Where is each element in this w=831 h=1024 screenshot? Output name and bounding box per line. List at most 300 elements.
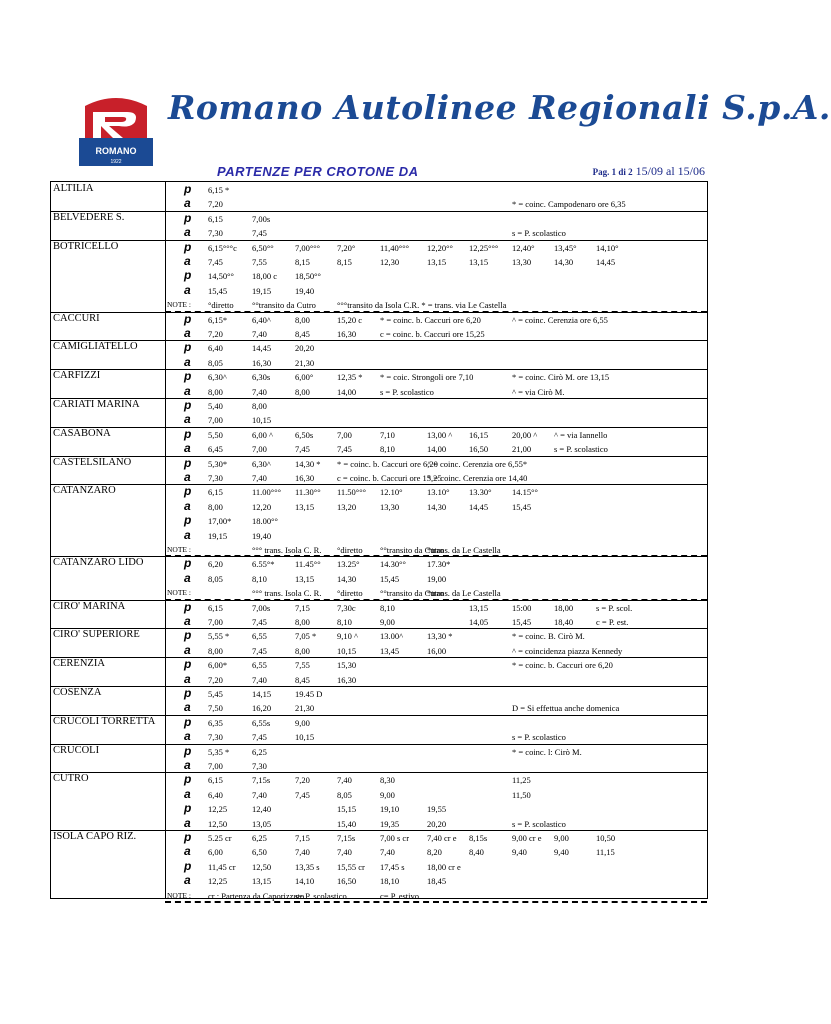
departure-marker: p — [184, 628, 192, 643]
departure-marker: p — [184, 484, 192, 499]
time-cell: 7,40 — [337, 775, 352, 786]
time-cell: 8,00 — [295, 617, 310, 627]
time-cell: 7,00s — [252, 602, 271, 613]
arrival-marker: a — [184, 570, 191, 585]
note-text: °diretto — [337, 588, 363, 599]
table-row — [51, 844, 707, 858]
time-cell: 10,50 — [596, 833, 616, 843]
time-cell: 13,00 ^ — [427, 429, 453, 440]
time-cell: 15,40 — [337, 818, 357, 829]
table-row — [51, 283, 707, 297]
time-cell: 12,40 — [252, 804, 272, 815]
table-row — [51, 816, 707, 830]
time-cell: 6,15 — [208, 775, 223, 786]
departure-marker: p — [184, 714, 192, 729]
departure-marker: p — [184, 268, 192, 283]
table-row — [51, 484, 707, 498]
time-cell: 18,00 c — [252, 271, 278, 282]
time-cell: 12,20 — [252, 501, 272, 512]
time-cell: 15,30 — [337, 660, 357, 671]
arrival-marker: a — [184, 786, 191, 801]
time-cell: 11,45 cr — [208, 861, 236, 872]
time-cell: 8,10 — [380, 602, 395, 613]
time-cell: 15,45 — [512, 617, 532, 627]
time-cell: 11.50°°° — [337, 487, 367, 498]
table-row — [51, 441, 707, 455]
time-cell: 14,30 * — [295, 458, 321, 469]
time-cell: 21,30 — [295, 703, 315, 714]
time-cell: 15,55 cr — [337, 861, 365, 872]
city-name: CATANZARO LIDO — [53, 557, 144, 569]
time-cell: 18,10 — [380, 876, 400, 887]
time-cell: 13,05 — [252, 818, 272, 829]
time-cell: 19,15 — [208, 530, 228, 541]
time-cell: 7,45 — [252, 617, 267, 627]
city-name: CIRO' SUPERIORE — [53, 629, 140, 641]
time-cell: 15,45 — [208, 285, 228, 296]
time-cell: 19,35 — [380, 818, 400, 829]
time-cell: 8,00 — [295, 314, 310, 325]
time-cell: 14.15°° — [512, 487, 538, 498]
time-cell: c = coinc. b. Caccuri ore 15,25 — [380, 329, 485, 339]
departure-marker: p — [184, 210, 192, 225]
time-cell: 5,45 — [208, 689, 223, 699]
time-cell: 7,15 — [295, 833, 310, 843]
table-row — [51, 211, 707, 225]
departure-marker: p — [184, 369, 192, 384]
time-cell: 7,00°°° — [295, 242, 321, 253]
time-cell: 10,15 — [337, 645, 357, 656]
time-cell: 7,40 — [252, 789, 267, 800]
time-cell: 9,00 — [380, 789, 395, 800]
time-cell: 7,45 — [295, 789, 310, 800]
time-cell: 5,50 — [208, 429, 223, 440]
time-cell: 13,15 — [252, 876, 272, 887]
departure-marker: p — [184, 182, 192, 196]
note-text: °°transito da Cutro — [380, 545, 444, 555]
time-cell: 16,50 — [469, 444, 489, 455]
time-cell: 7,00 — [208, 617, 223, 627]
city-name: CATANZARO — [53, 485, 116, 497]
departure-marker: p — [184, 239, 192, 254]
table-row — [51, 312, 707, 326]
city-name: BELVEDERE S. — [53, 211, 125, 223]
time-cell: 7,50 — [208, 703, 223, 714]
time-cell: 8,00 — [252, 401, 267, 411]
table-row — [51, 355, 707, 369]
time-cell: 7,40 cr e — [427, 833, 457, 843]
table-row — [51, 470, 707, 484]
note-text: *trans. da Le Castella — [427, 545, 501, 555]
time-cell: 19,10 — [380, 804, 400, 815]
time-cell: 17,45 s — [380, 861, 405, 872]
time-cell: 17.30* — [427, 559, 451, 570]
logo-text: ROMANO — [95, 146, 137, 156]
time-cell: 6,15 — [208, 487, 223, 498]
time-cell: * = coinc. b. Caccuri ore 6,20 — [512, 660, 613, 671]
time-cell: 13.30° — [469, 487, 492, 498]
city-name: CIRO' MARINA — [53, 600, 126, 612]
time-cell: 18,45 — [427, 876, 447, 887]
table-row — [51, 873, 707, 887]
departure-marker: p — [184, 830, 192, 844]
time-cell: 15,45 — [512, 501, 532, 512]
time-cell: 7,00s — [252, 213, 271, 224]
time-cell: 7,45 — [252, 645, 267, 656]
time-cell: 14,30 — [427, 501, 447, 512]
time-cell: 6,15* — [208, 314, 228, 325]
arrival-marker: a — [184, 815, 191, 830]
table-row — [51, 427, 707, 441]
time-cell: 9,40 — [512, 847, 527, 858]
time-cell: 13,30 — [512, 257, 532, 267]
time-cell: s = P. scolastico — [512, 818, 566, 829]
time-cell: 7,30 — [252, 761, 267, 771]
time-cell: 13,15 — [295, 501, 315, 512]
time-cell: 19,40 — [295, 285, 315, 296]
table-row — [51, 196, 707, 210]
time-cell: 6,55s — [252, 717, 271, 728]
city-name: ALTILIA — [53, 183, 94, 194]
time-cell: s = P. scolastico — [512, 228, 566, 239]
page-title: PARTENZE PER CROTONE DA — [217, 164, 419, 179]
note-text: °°transito da Cutro — [380, 588, 444, 599]
time-cell: 8,30 — [380, 775, 395, 786]
time-cell: 18,40 — [554, 617, 574, 627]
note-text: °diretto — [337, 545, 363, 555]
time-cell: 15:00 — [512, 602, 532, 613]
time-cell: 6,20 — [208, 559, 223, 570]
time-cell: 6,40 — [208, 343, 223, 354]
time-cell: 9,00 — [380, 617, 395, 627]
time-cell: 6,50 — [252, 847, 267, 858]
time-cell: 6.55°* — [252, 559, 275, 570]
time-cell: 7,40 — [337, 847, 352, 858]
schedule-table — [50, 181, 708, 899]
time-cell: 11,50 — [512, 789, 531, 800]
time-cell: 13.00^ — [380, 631, 404, 642]
table-row — [51, 556, 707, 570]
time-cell: 7,40 — [295, 847, 310, 858]
company-logo — [79, 92, 153, 166]
time-cell: 13,30 — [380, 501, 400, 512]
time-cell: 7,30 — [208, 228, 223, 239]
company-name: Romano Autolinee Regionali S.p.A. — [168, 88, 831, 127]
note-text: °°° trans. Isola C. R. — [252, 545, 322, 555]
table-row — [51, 758, 707, 772]
time-cell: D = Si effettua anche domenica — [512, 703, 620, 714]
note-text: c= P. estivo — [380, 890, 420, 901]
time-cell: 12,50 — [252, 861, 272, 872]
table-row — [51, 643, 707, 657]
time-cell: 6,45 — [208, 444, 223, 455]
time-cell: 20,20 — [427, 818, 447, 829]
time-cell: s = P. scol. — [596, 602, 633, 613]
time-cell: 14,00 — [427, 444, 447, 455]
city-name: CASABONA — [53, 427, 111, 439]
time-cell: * = coinc. b. Caccuri ore 6,20 — [380, 314, 481, 325]
time-cell: 7,45 — [208, 257, 223, 267]
time-cell: 6,15°°°c — [208, 242, 237, 253]
time-cell: 18.00°° — [252, 516, 278, 527]
departure-marker: p — [184, 686, 192, 700]
time-cell: 10,15 — [252, 415, 272, 426]
arrival-marker: a — [184, 614, 191, 628]
time-cell: 20,00 ^ — [512, 429, 538, 440]
time-cell: 13,15 — [295, 573, 315, 584]
time-cell: 12,50 — [208, 818, 228, 829]
time-cell: ^ = via Cirò M. — [512, 386, 565, 397]
time-cell: 8,05 — [208, 357, 223, 368]
time-cell: 6,50s — [295, 429, 314, 440]
time-cell: 6,25 — [252, 746, 267, 757]
time-cell: 19,15 — [252, 285, 272, 296]
time-cell: 7,00 — [337, 429, 352, 440]
time-cell: 18,00 — [554, 602, 574, 613]
page-number: Pag. 1 di 2 — [592, 167, 633, 177]
time-cell: 7,00 — [208, 415, 223, 426]
time-cell: 16,30 — [252, 357, 272, 368]
time-cell: 8,20 — [427, 847, 442, 858]
time-cell: 8,45 — [295, 329, 310, 339]
departure-marker: p — [184, 455, 192, 470]
time-cell: 7,45 — [252, 228, 267, 239]
time-cell: 8,00 — [295, 386, 310, 397]
arrival-marker: a — [184, 470, 191, 484]
time-cell: 13.10° — [427, 487, 450, 498]
time-cell: 6,00° — [295, 372, 314, 383]
note-text: °°transito da Cutro — [252, 300, 316, 311]
departure-marker: p — [184, 599, 192, 614]
table-row — [51, 700, 707, 714]
time-cell: 8,10 — [252, 573, 267, 584]
table-row — [51, 412, 707, 426]
departure-marker: p — [184, 311, 192, 326]
time-cell: 20,20 — [295, 343, 315, 354]
note-label: NOTE : — [167, 300, 191, 310]
time-cell: 13,15 — [469, 257, 489, 267]
arrival-marker: a — [184, 700, 191, 715]
time-cell: s = P. scolastico — [512, 732, 566, 743]
city-name: CERENZIA — [53, 658, 105, 670]
note-row — [51, 297, 707, 311]
time-cell: 8,00 — [208, 386, 223, 397]
time-cell: 8,10 — [380, 444, 395, 455]
time-cell: 6,15 — [208, 213, 223, 224]
table-row — [51, 729, 707, 743]
time-cell: * = coinc. Campodenaro ore 6,35 — [512, 199, 626, 210]
time-cell: 14,45 — [252, 343, 272, 354]
time-cell: 19.45 D — [295, 689, 323, 699]
time-cell: s = P. scolastico — [380, 386, 434, 397]
time-cell: 18,00 cr e — [427, 861, 461, 872]
table-row — [51, 744, 707, 758]
time-cell: 15,45 — [380, 573, 400, 584]
time-cell: 16,20 — [252, 703, 272, 714]
time-cell: 13,30 * — [427, 631, 453, 642]
note-text: °°° trans. Isola C. R. — [252, 588, 322, 599]
arrival-marker: a — [184, 225, 191, 240]
time-cell: 8,00 — [208, 501, 223, 512]
time-cell: 7,40 — [252, 674, 267, 685]
table-row — [51, 715, 707, 729]
table-row — [51, 859, 707, 873]
time-cell: 14,30 — [337, 573, 357, 584]
time-cell: 6,00 — [208, 847, 223, 858]
departure-marker: p — [184, 556, 192, 571]
time-cell: 7,45 — [337, 444, 352, 455]
note-row — [51, 542, 707, 556]
table-row — [51, 686, 707, 700]
time-cell: 13,15 — [427, 257, 447, 267]
time-cell: 7,00 s cr — [380, 833, 410, 843]
city-name: CAMIGLIATELLO — [53, 341, 138, 353]
arrival-marker: a — [184, 326, 191, 340]
city-name: CASTELSILANO — [53, 456, 132, 468]
validity-period: 15/09 al 15/06 — [635, 164, 705, 178]
time-cell: 17,00* — [208, 516, 232, 527]
time-cell: 8,15s — [469, 833, 488, 843]
note-divider — [165, 901, 707, 903]
table-row — [51, 830, 707, 844]
time-cell: 15,20 c — [337, 314, 363, 325]
time-cell: 9,00 cr e — [512, 833, 542, 843]
departure-marker: p — [184, 340, 192, 355]
table-row — [51, 456, 707, 470]
time-cell: 7,05 * — [295, 631, 317, 642]
time-cell: 8,00 — [208, 645, 223, 656]
note-text: *trans. da Le Castella — [427, 588, 501, 599]
time-cell: 13,45° — [554, 242, 577, 253]
time-cell: 7,20 — [208, 674, 223, 685]
time-cell: 6,50°° — [252, 242, 274, 253]
departure-marker: p — [184, 772, 192, 787]
time-cell: 6,25 — [252, 833, 267, 843]
city-name: CRUCOLI — [53, 744, 100, 756]
time-cell: 10,15 — [295, 732, 315, 743]
time-cell: 7,20 — [295, 775, 310, 786]
time-cell: 7,55 — [295, 660, 310, 671]
note-row — [51, 585, 707, 599]
time-cell: 21,00 — [512, 444, 532, 455]
table-row — [51, 772, 707, 786]
time-cell: 19,55 — [427, 804, 447, 815]
time-cell: 7,20° — [337, 242, 356, 253]
table-row — [51, 672, 707, 686]
table-row — [51, 787, 707, 801]
time-cell: 7,20 — [208, 329, 223, 339]
time-cell: 21,30 — [295, 357, 315, 368]
table-row — [51, 225, 707, 239]
time-cell: ^ = via Iannello — [554, 429, 608, 440]
time-cell: 16,15 — [469, 429, 489, 440]
time-cell: 14,50°° — [208, 271, 234, 282]
time-cell: 11,15 — [596, 847, 615, 858]
table-row — [51, 369, 707, 383]
departure-marker: p — [184, 657, 192, 672]
time-cell: 7,55 — [252, 257, 267, 267]
time-cell: 9,00 — [295, 717, 310, 728]
city-name: CARIATI MARINA — [53, 399, 140, 410]
departure-marker: p — [184, 743, 192, 758]
table-row — [51, 499, 707, 513]
time-cell: 13,15 — [469, 602, 489, 613]
time-cell: 7,00 — [252, 444, 267, 455]
time-cell: 13,20 — [337, 501, 357, 512]
table-row — [51, 614, 707, 628]
table-row — [51, 254, 707, 268]
time-cell: 16,30 — [295, 473, 315, 483]
arrival-marker: a — [184, 873, 191, 888]
table-row — [51, 340, 707, 354]
time-cell: 11.00°°° — [252, 487, 282, 498]
time-cell: 13,45 — [380, 645, 400, 656]
time-cell: 14.30°° — [380, 559, 406, 570]
time-cell: 7,30 — [208, 473, 223, 483]
time-cell: 6,55 — [252, 660, 267, 671]
time-cell: 16,30 — [337, 329, 357, 339]
time-cell: 5.25 cr — [208, 833, 232, 843]
note-text: °diretto — [208, 300, 234, 311]
time-cell: 14,10° — [596, 242, 619, 253]
time-cell: 14,45 — [469, 501, 489, 512]
table-row — [51, 600, 707, 614]
time-cell: 14,00 — [337, 386, 357, 397]
arrival-marker: a — [184, 282, 191, 297]
time-cell: 7,10 — [380, 429, 395, 440]
time-cell: 11.30°° — [295, 487, 321, 498]
time-cell: 6,15 — [208, 602, 223, 613]
time-cell: 7,15s — [252, 775, 271, 786]
table-row — [51, 268, 707, 282]
time-cell: 16,00 — [427, 645, 447, 656]
arrival-marker: a — [184, 196, 191, 211]
time-cell: * = coinc. l: Cirò M. — [512, 746, 582, 757]
city-name: CACCURI — [53, 312, 100, 324]
time-cell: * = coic. Strongoli ore 7,10 — [380, 372, 474, 383]
time-cell: 6,30^ — [252, 458, 271, 469]
time-cell: 6,40 — [208, 789, 223, 800]
city-name: CRUCOLI TORRETTA — [53, 715, 156, 727]
time-cell: 14,45 — [596, 257, 616, 267]
time-cell: 16,30 — [337, 674, 357, 685]
time-cell: 5,35 * — [208, 746, 230, 757]
time-cell: 19,40 — [252, 530, 272, 541]
arrival-marker: a — [184, 412, 191, 427]
time-cell: * = coinc. Cirò M. ore 13,15 — [512, 372, 610, 383]
time-cell: * = coinc. B. Cirò M. — [512, 631, 585, 642]
time-cell: 14,10 — [295, 876, 315, 887]
time-cell: ^ = coinc. Cerenzia ore 6,55 — [512, 314, 608, 325]
city-name: COSENZA — [53, 687, 102, 698]
time-cell: 14,05 — [469, 617, 489, 627]
time-cell: 12,35 * — [337, 372, 363, 383]
time-cell: 6,00 ^ — [252, 429, 273, 440]
time-cell: ^ = coincidenza piazza Kennedy — [512, 645, 623, 656]
arrival-marker: a — [184, 441, 191, 456]
time-cell: 9,00 — [554, 833, 569, 843]
time-cell: 18,50°° — [295, 271, 321, 282]
arrival-marker: a — [184, 498, 191, 513]
note-text: s= P. scolastico — [295, 890, 347, 901]
page-info — [593, 164, 705, 179]
table-row — [51, 513, 707, 527]
table-row — [51, 398, 707, 412]
city-name: CARFIZZI — [53, 370, 101, 382]
time-cell: 13,35 s — [295, 861, 320, 872]
time-cell: 12,40° — [512, 242, 535, 253]
time-cell: 8,05 — [337, 789, 352, 800]
